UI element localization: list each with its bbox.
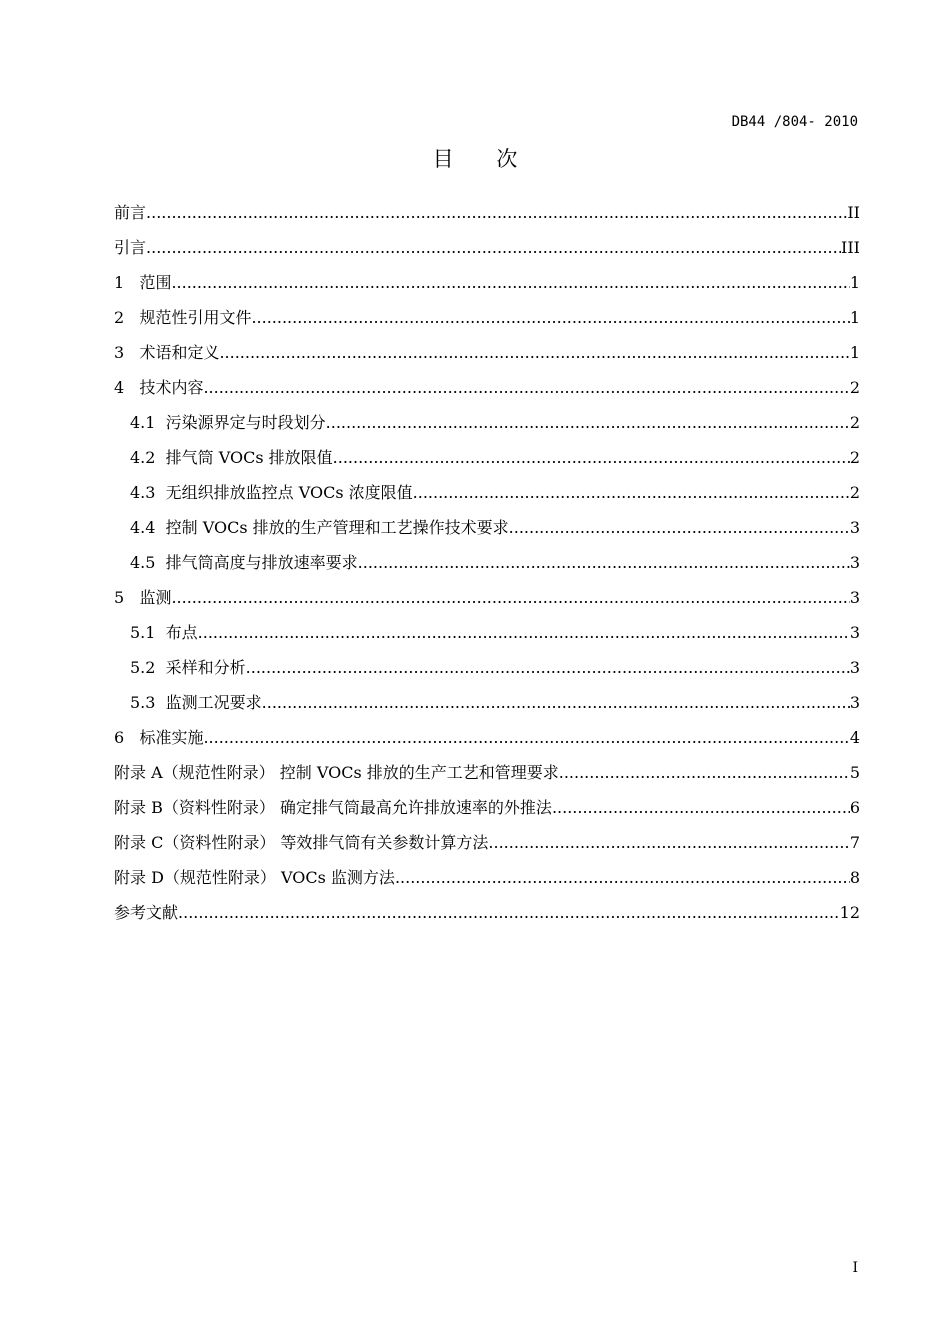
toc-entry-number: 4.3 [130, 483, 166, 502]
toc-entry-page: 3 [849, 588, 860, 607]
toc-entry[interactable] [114, 586, 860, 621]
toc-entry[interactable] [114, 306, 860, 341]
toc-entry[interactable] [114, 761, 860, 796]
toc-entry[interactable] [114, 376, 860, 411]
toc-entry-number: 5.2 [130, 658, 166, 677]
toc-entry-number: 4 [114, 378, 140, 397]
toc-entry-label: 污染源界定与时段划分 [165, 413, 326, 432]
toc-leader-dots [246, 656, 850, 680]
toc-leader-dots [262, 691, 850, 715]
toc-entry-page: 2 [849, 413, 860, 432]
toc-entry-number: 5.3 [130, 693, 166, 712]
toc-leader-dots [251, 306, 849, 330]
page-title: 目 次 [432, 147, 536, 171]
toc-entry-page: 5 [849, 763, 860, 782]
toc-entry[interactable] [114, 411, 860, 446]
toc-leader-dots [171, 271, 849, 295]
toc-entry-page: 3 [849, 623, 860, 642]
toc-entry-label: 附录 B（资料性附录） 确定排气筒最高允许排放速率的外推法 [114, 798, 552, 817]
toc-leader-dots [178, 901, 840, 925]
toc-entry-label: 标准实施 [139, 728, 204, 747]
toc-leader-dots [219, 341, 849, 365]
toc-entry-label: 控制 VOCs 排放的生产管理和工艺操作技术要求 [165, 518, 509, 537]
toc-leader-dots [326, 411, 850, 435]
toc-entry[interactable] [114, 201, 860, 236]
toc-entry[interactable] [114, 621, 860, 656]
toc-entry-page: 4 [849, 728, 860, 747]
toc-leader-dots [358, 551, 850, 575]
toc-entry-number: 5.1 [130, 623, 166, 642]
toc-entry-page: 3 [849, 693, 860, 712]
toc-leader-dots [509, 516, 850, 540]
toc-entry-label: 规范性引用文件 [139, 308, 252, 327]
toc-entry-page: 8 [849, 868, 860, 887]
toc-entry-label: 引言 [114, 238, 147, 257]
toc-entry-page: 2 [849, 483, 860, 502]
toc-entry[interactable] [114, 271, 860, 306]
toc-leader-dots [333, 446, 850, 470]
toc-entry-number: 4.4 [130, 518, 166, 537]
standard-code: DB44 /804- 2010 [731, 114, 858, 130]
toc-entry-page: 6 [849, 798, 860, 817]
toc-entry-page: 1 [849, 273, 860, 292]
toc-entry-number: 4.2 [130, 448, 166, 467]
toc-leader-dots [146, 201, 847, 225]
toc-entry[interactable] [114, 726, 860, 761]
toc-entry-page: 2 [849, 448, 860, 467]
toc-entry-page: II [847, 203, 860, 222]
toc-entry[interactable] [114, 481, 860, 516]
toc-entry-label: 参考文献 [114, 903, 179, 922]
toc-entry-number: 3 [114, 343, 140, 362]
toc-entry[interactable] [114, 796, 860, 831]
toc-entry-number: 1 [114, 273, 140, 292]
toc-leader-dots [488, 831, 849, 855]
toc-entry[interactable] [114, 236, 860, 271]
toc-entry-label: 无组织排放监控点 VOCs 浓度限值 [165, 483, 413, 502]
toc-entry-label: 技术内容 [139, 378, 204, 397]
toc-entry[interactable] [114, 831, 860, 866]
toc-entry[interactable] [114, 901, 860, 936]
toc-entry-number: 2 [114, 308, 140, 327]
toc-entry-label: 范围 [139, 273, 172, 292]
toc-leader-dots [395, 866, 850, 890]
toc-entry-label: 监测工况要求 [165, 693, 262, 712]
toc-leader-dots [198, 621, 850, 645]
toc-entry-page: 1 [849, 343, 860, 362]
toc-entry-page: 3 [849, 553, 860, 572]
toc-entry-label: 排气筒 VOCs 排放限值 [165, 448, 333, 467]
toc-leader-dots [559, 761, 850, 785]
page-number: I [852, 1260, 858, 1276]
toc-entry-page: 3 [849, 518, 860, 537]
toc-entry-label: 附录 A（规范性附录） 控制 VOCs 排放的生产工艺和管理要求 [114, 763, 559, 782]
toc-entry-page: 7 [849, 833, 860, 852]
toc-entry-page: 2 [849, 378, 860, 397]
toc-entry-label: 排气筒高度与排放速率要求 [165, 553, 358, 572]
toc-entry-number: 4.5 [130, 553, 166, 572]
toc-entry-label: 附录 D（规范性附录） VOCs 监测方法 [114, 868, 395, 887]
toc-entry-page: 1 [849, 308, 860, 327]
toc-leader-dots [203, 376, 849, 400]
toc-entry[interactable] [114, 341, 860, 376]
toc-leader-dots [203, 726, 849, 750]
toc-leader-dots [413, 481, 850, 505]
toc-entry[interactable] [114, 551, 860, 586]
toc-entry-label: 采样和分析 [165, 658, 246, 677]
toc-entry[interactable] [114, 866, 860, 901]
toc-entry-page: III [841, 238, 860, 257]
toc-entry-label: 前言 [114, 203, 147, 222]
toc-entry[interactable] [114, 516, 860, 551]
toc-leader-dots [552, 796, 850, 820]
toc-entry-page: 12 [839, 903, 860, 922]
toc-entry[interactable] [114, 446, 860, 481]
toc-entry-label: 布点 [165, 623, 198, 642]
table-of-contents [114, 201, 860, 936]
toc-entry-label: 附录 C（资料性附录） 等效排气筒有关参数计算方法 [114, 833, 489, 852]
toc-entry-number: 6 [114, 728, 140, 747]
toc-entry-label: 术语和定义 [139, 343, 220, 362]
toc-leader-dots [171, 586, 849, 610]
toc-entry-number: 5 [114, 588, 140, 607]
toc-entry[interactable] [114, 691, 860, 726]
toc-entry[interactable] [114, 656, 860, 691]
toc-entry-number: 4.1 [130, 413, 166, 432]
toc-leader-dots [146, 236, 841, 260]
toc-entry-page: 3 [849, 658, 860, 677]
toc-entry-label: 监测 [139, 588, 172, 607]
